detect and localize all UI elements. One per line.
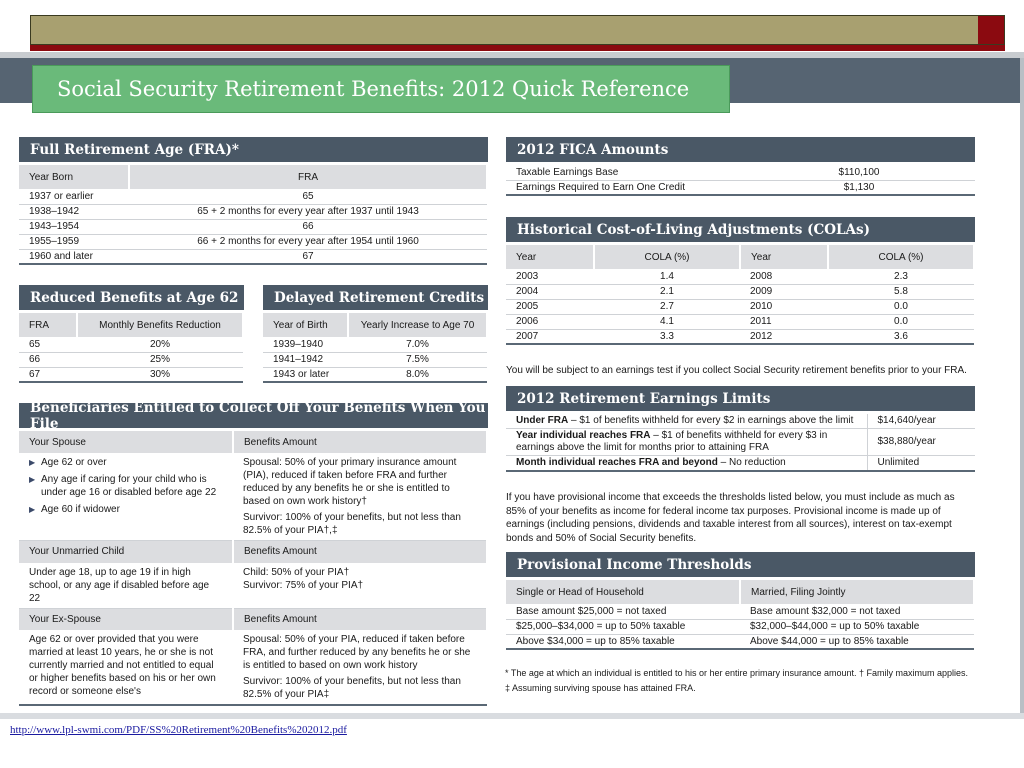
provisional-cell: Base amount $32,000 = not taxed <box>740 604 974 619</box>
cola-col-cola-1: COLA (%) <box>594 245 740 269</box>
table-row <box>506 284 974 299</box>
table-row <box>19 219 487 234</box>
table-row <box>19 630 487 705</box>
delayed-cell: 1941–1942 <box>263 352 348 367</box>
fica-heading: 2012 FICA Amounts <box>506 137 975 165</box>
child-eligibility: Under age 18, up to age 19 if in high school, or any age if disabled before age 22 <box>19 563 233 609</box>
spouse-amount <box>233 453 487 541</box>
limit-desc <box>506 456 867 472</box>
fra-cell: 1938–1942 <box>19 204 129 219</box>
cola-table <box>506 245 975 345</box>
fra-table <box>19 165 488 265</box>
cola-cell: 2007 <box>506 329 594 344</box>
slide-header-accent <box>978 16 1004 44</box>
provisional-cell: $32,000–$44,000 = up to 50% taxable <box>740 619 974 634</box>
fica-cell: Earnings Required to Earn One Credit <box>506 180 743 195</box>
provisional-heading: Provisional Income Thresholds <box>506 552 975 580</box>
table-row <box>506 414 975 429</box>
cola-cell: 2.1 <box>594 284 740 299</box>
limits-panel <box>506 386 975 472</box>
table-row <box>506 429 975 456</box>
table-row <box>506 180 975 195</box>
table-row <box>19 234 487 249</box>
provisional-note: If you have provisional income that exceeds the thresholds listed below, you must include as much as 85% of your benefits as income for federal income tax purposes. Provisional income is made up of earnings (including pensions, dividends and taxable interest from all sources), interest on tax-exempt bonds and 50% of Social Security benefits. <box>506 492 955 544</box>
slide-bottom-strip <box>0 713 1024 719</box>
cola-cell: 2010 <box>740 299 828 314</box>
table-row <box>506 619 974 634</box>
document-image <box>0 58 1024 713</box>
table-row <box>263 352 487 367</box>
child-amount <box>233 563 487 609</box>
table-row <box>506 269 974 284</box>
cola-panel <box>506 217 975 345</box>
cola-cell: 4.1 <box>594 314 740 329</box>
limits-heading: 2012 Retirement Earnings Limits <box>506 386 975 414</box>
provisional-cell: Above $34,000 = up to 85% taxable <box>506 634 740 649</box>
fra-cell: 1943–1954 <box>19 219 129 234</box>
cola-col-cola-2: COLA (%) <box>828 245 974 269</box>
slide-header-bar <box>30 15 1005 45</box>
reduced-cell: 65 <box>19 337 77 352</box>
cola-cell: 2009 <box>740 284 828 299</box>
table-row <box>19 249 487 264</box>
cola-col-year-1: Year <box>506 245 594 269</box>
table-row <box>19 431 487 453</box>
cola-cell: 2012 <box>740 329 828 344</box>
provisional-cell: Base amount $25,000 = not taxed <box>506 604 740 619</box>
child-amount-label: Benefits Amount <box>233 541 487 563</box>
child-survivor-text: Survivor: 75% of your PIA† <box>243 579 364 591</box>
reduced-table <box>19 313 244 383</box>
delayed-col-year: Year of Birth <box>263 313 348 337</box>
fra-cell: 66 + 2 months for every year after 1954 until 1960 <box>129 234 487 249</box>
spouse-eligibility-list <box>29 456 223 516</box>
reduced-cell: 30% <box>77 367 243 382</box>
delayed-cell: 1943 or later <box>263 367 348 382</box>
ex-spouse-amount <box>233 630 487 705</box>
delayed-col-increase: Yearly Increase to Age 70 <box>348 313 487 337</box>
table-row <box>263 367 487 382</box>
limit-desc <box>506 429 867 456</box>
provisional-cell: Above $44,000 = up to 85% taxable <box>740 634 974 649</box>
delayed-table <box>263 313 488 383</box>
cola-cell: 2003 <box>506 269 594 284</box>
ex-spouse-label: Your Ex-Spouse <box>19 608 233 630</box>
table-row <box>506 299 974 314</box>
beneficiaries-table <box>19 431 488 706</box>
beneficiaries-panel <box>19 399 488 706</box>
table-row <box>506 604 974 619</box>
cola-cell: 2011 <box>740 314 828 329</box>
fra-panel <box>19 137 488 265</box>
spouse-survivor-text: Survivor: 100% of your benefits, but not less than 82.5% of your PIA†,‡ <box>243 512 461 536</box>
ex-spouse-amount-label: Benefits Amount <box>233 608 487 630</box>
cola-cell: 3.6 <box>828 329 974 344</box>
table-row <box>263 337 487 352</box>
table-row <box>19 337 243 352</box>
table-row <box>19 189 487 204</box>
reduced-col-fra: FRA <box>19 313 77 337</box>
table-row <box>19 352 243 367</box>
list-item: ▶ Age 60 if widower <box>29 503 223 516</box>
cola-cell: 5.8 <box>828 284 974 299</box>
reduced-col-reduction: Monthly Benefits Reduction <box>77 313 243 337</box>
reduced-cell: 20% <box>77 337 243 352</box>
provisional-panel <box>506 552 975 650</box>
fra-cell: 65 <box>129 189 487 204</box>
cola-cell: 2006 <box>506 314 594 329</box>
cola-cell: 2005 <box>506 299 594 314</box>
reduced-heading: Reduced Benefits at Age 62 <box>19 285 244 313</box>
limit-bold: Year individual reaches FRA <box>516 430 651 441</box>
fra-cell: 66 <box>129 219 487 234</box>
fra-heading: Full Retirement Age (FRA)* <box>19 137 488 165</box>
delayed-panel <box>263 285 488 383</box>
fra-cell: 1960 and later <box>19 249 129 264</box>
table-row <box>506 456 975 472</box>
spouse-eligibility <box>19 453 233 541</box>
source-link[interactable]: http://www.lpl-swmi.com/PDF/SS%20Retirement%20Benefits%202012.pdf <box>10 724 347 736</box>
child-label: Your Unmarried Child <box>19 541 233 563</box>
table-row <box>19 608 487 630</box>
limit-value: Unlimited <box>867 456 975 472</box>
provisional-table <box>506 580 975 650</box>
fica-cell: $110,100 <box>743 165 975 180</box>
delayed-cell: 7.5% <box>348 352 487 367</box>
fica-cell: $1,130 <box>743 180 975 195</box>
limit-text: – No reduction <box>717 457 786 468</box>
document-title: Social Security Retirement Benefits: 2012 Quick Reference <box>57 77 690 101</box>
limits-table <box>506 414 975 472</box>
ex-spouse-survivor-text: Survivor: 100% of your benefits, but not less than 82.5% of your PIA‡ <box>243 676 461 700</box>
table-row <box>19 541 487 563</box>
cola-cell: 2004 <box>506 284 594 299</box>
provisional-col-single: Single or Head of Household <box>506 580 740 604</box>
limit-value: $14,640/year <box>867 414 975 429</box>
table-row <box>506 314 974 329</box>
table-row <box>19 204 487 219</box>
limit-value: $38,880/year <box>867 429 975 456</box>
list-item: ▶ Any age if caring for your child who is under age 16 or disabled before age 22 <box>29 473 223 499</box>
fra-cell: 65 + 2 months for every year after 1937 until 1943 <box>129 204 487 219</box>
delayed-cell: 7.0% <box>348 337 487 352</box>
slide-header-rule <box>30 45 1005 51</box>
spouse-label: Your Spouse <box>19 431 233 453</box>
table-row <box>506 634 974 649</box>
fra-col-year: Year Born <box>19 165 129 189</box>
spouse-spousal-text: Spousal: 50% of your primary insurance amount (PIA), reduced if taken before FRA and further reduced by any benefits he or she is entitled to based on own work history† <box>243 457 457 507</box>
cola-cell: 0.0 <box>828 299 974 314</box>
provisional-cell: $25,000–$34,000 = up to 50% taxable <box>506 619 740 634</box>
limit-bold: Month individual reaches FRA and beyond <box>516 457 718 468</box>
fra-cell: 1955–1959 <box>19 234 129 249</box>
table-row <box>506 165 975 180</box>
provisional-col-married: Married, Filing Jointly <box>740 580 974 604</box>
cola-col-year-2: Year <box>740 245 828 269</box>
cola-cell: 2.3 <box>828 269 974 284</box>
reduced-cell: 25% <box>77 352 243 367</box>
cola-cell: 1.4 <box>594 269 740 284</box>
document-edge <box>1020 58 1024 713</box>
table-row <box>19 367 243 382</box>
fica-panel <box>506 137 975 196</box>
limit-desc <box>506 414 867 429</box>
document-title-banner <box>32 65 730 113</box>
reduced-cell: 67 <box>19 367 77 382</box>
cola-cell: 3.3 <box>594 329 740 344</box>
limit-text: – $1 of benefits withheld for every $2 in earnings above the limit <box>568 415 854 426</box>
reduced-panel <box>19 285 244 383</box>
table-row <box>19 563 487 609</box>
spouse-amount-label: Benefits Amount <box>233 431 487 453</box>
footnote: * The age at which an individual is entitled to his or her entire primary insurance amount. † Family maximum applies. ‡ Assuming surviving spouse has attained FRA. <box>505 668 969 693</box>
cola-cell: 2008 <box>740 269 828 284</box>
earnings-test-note: You will be subject to an earnings test if you collect Social Security retirement benefits prior to your FRA. <box>506 365 967 376</box>
table-row <box>19 453 487 541</box>
limit-text: – $1 of benefits withheld for every $3 in earnings above the limit for months prior to attaining FRA <box>516 430 828 453</box>
beneficiaries-heading: Beneficiaries Entitled to Collect Off Your Benefits When You File <box>19 403 488 431</box>
ex-spouse-spousal-text: Spousal: 50% of your PIA, reduced if taken before FRA, and further reduced by any benefits he or she is entitled to based on own work history <box>243 634 471 671</box>
delayed-heading: Delayed Retirement Credits <box>263 285 488 313</box>
fra-cell: 1937 or earlier <box>19 189 129 204</box>
reduced-cell: 66 <box>19 352 77 367</box>
cola-cell: 0.0 <box>828 314 974 329</box>
table-row <box>506 329 974 344</box>
limit-bold: Under FRA <box>516 415 569 426</box>
cola-cell: 2.7 <box>594 299 740 314</box>
fra-cell: 67 <box>129 249 487 264</box>
fica-table <box>506 165 975 196</box>
child-benefit-text: Child: 50% of your PIA† <box>243 566 350 578</box>
delayed-cell: 1939–1940 <box>263 337 348 352</box>
fra-col-fra: FRA <box>129 165 487 189</box>
list-item: ▶ Age 62 or over <box>29 456 223 469</box>
cola-heading: Historical Cost-of-Living Adjustments (COLAs) <box>506 217 975 245</box>
ex-spouse-eligibility: Age 62 or over provided that you were married at least 10 years, he or she is not currently married and not entitled to equal or higher benefits based on his or her own record or someone else's <box>19 630 233 705</box>
fica-cell: Taxable Earnings Base <box>506 165 743 180</box>
delayed-cell: 8.0% <box>348 367 487 382</box>
